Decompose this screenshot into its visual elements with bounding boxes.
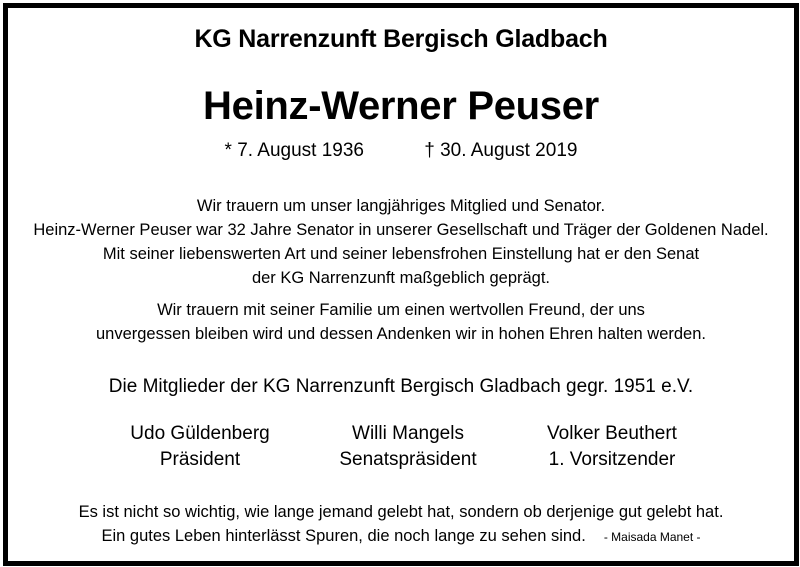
organization-title: KG Narrenzunft Bergisch Gladbach [194,25,608,53]
birth-date: * 7. August 1936 [224,140,364,161]
quote-text: Ein gutes Leben hinterlässt Spuren, die noch lange zu sehen sind. [101,527,586,545]
closing-quote [8,500,794,549]
death-date: † 30. August 2019 [424,140,578,161]
members-line: Die Mitglieder der KG Narrenzunft Bergisch Gladbach gegr. 1951 e.V. [108,376,694,397]
paragraph-line: der KG Narrenzunft maßgeblich geprägt. [251,269,551,287]
signatory-title: 1. Vorsitzender [548,449,676,470]
signatory-president [80,421,320,473]
paragraph-line: unvergessen bleiben wird und dessen Andenken wir in hohen Ehren halten werden. [95,325,706,343]
signatory-name: Volker Beuthert [547,423,677,444]
quote-line-2 [8,524,794,549]
quote-line-1: Es ist nicht so wichtig, wie lange jemand gelebt hat, sondern ob derjenige gut gelebt hat. [78,503,724,521]
signatory-name: Udo Güldenberg [130,423,270,444]
paragraph-line: Wir trauern mit seiner Familie um einen wertvollen Freund, der uns [157,301,645,319]
paragraph-line: Heinz-Werner Peuser war 32 Jahre Senator in unserer Gesellschaft und Träger der Goldenen Nadel. [33,221,769,239]
mourning-paragraph-2 [8,298,794,346]
signatory-title: Präsident [159,449,241,470]
deceased-name: Heinz-Werner Peuser [203,84,599,128]
obituary-notice [3,3,799,566]
signatory-name: Willi Mangels [352,423,464,444]
signatory-title: Senatspräsident [339,449,477,470]
mourning-paragraph-1 [8,194,794,290]
life-dates [8,140,794,162]
quote-author: - Maisada Manet - [603,530,701,544]
signatory-chairman [492,421,732,473]
paragraph-line: Mit seiner liebenswerten Art und seiner lebensfrohen Einstellung hat er den Senat [102,245,700,263]
paragraph-line: Wir trauern um unser langjähriges Mitglied und Senator. [196,197,606,215]
